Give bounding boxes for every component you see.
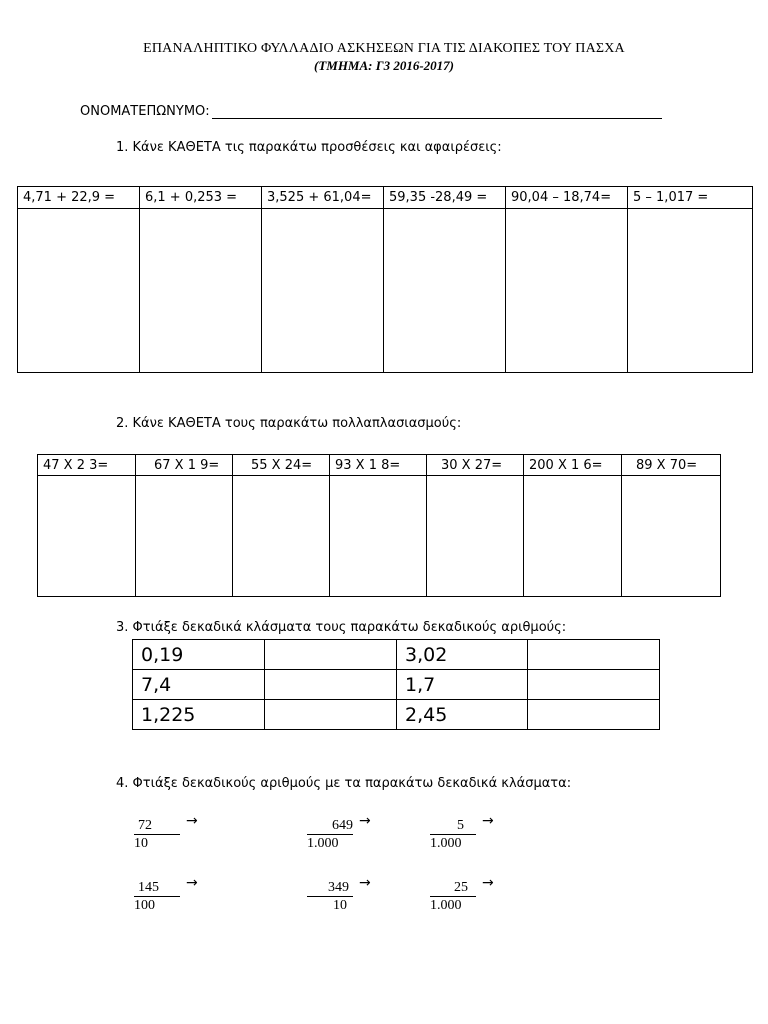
decimal-fraction: [134, 875, 198, 915]
answer-cell[interactable]: [524, 476, 622, 597]
fraction-answer-cell[interactable]: [265, 700, 397, 730]
decimal-number: 1,7: [397, 670, 528, 700]
arrow-right-icon: →: [482, 875, 494, 891]
multiplication-problem: 93 Χ 1 8=: [330, 455, 427, 476]
exercise-2-table: [37, 454, 721, 597]
decimal-number: 0,19: [133, 640, 265, 670]
fraction-numerator: 25: [430, 879, 476, 897]
name-field-row: [80, 104, 662, 119]
fraction-denominator: 100: [134, 898, 155, 913]
decimal-fraction: [430, 875, 494, 915]
name-input-line[interactable]: [212, 104, 662, 119]
addition-problem: 4,71 + 22,9 =: [18, 187, 140, 209]
multiplication-problem: 200 Χ 1 6=: [524, 455, 622, 476]
answer-cell[interactable]: [38, 476, 136, 597]
multiplication-problem: 47 Χ 2 3=: [38, 455, 136, 476]
multiplication-problem: 55 Χ 24=: [233, 455, 330, 476]
fraction-answer-cell[interactable]: [528, 640, 660, 670]
fraction-denominator: 1.000: [307, 836, 339, 851]
subtraction-problem: 59,35 -28,49 =: [384, 187, 506, 209]
fraction-denominator: 10: [134, 836, 148, 851]
fraction-numerator: 145: [134, 879, 180, 897]
fraction-denominator: 10: [333, 898, 347, 913]
answer-cell[interactable]: [427, 476, 524, 597]
arrow-right-icon: →: [482, 813, 494, 829]
decimal-fraction: [307, 875, 371, 915]
decimal-fraction: [307, 813, 371, 853]
decimal-number: 2,45: [397, 700, 528, 730]
answer-cell[interactable]: [622, 476, 721, 597]
answer-cell[interactable]: [136, 476, 233, 597]
fraction-answer-cell[interactable]: [265, 670, 397, 700]
answer-cell[interactable]: [384, 209, 506, 373]
exercise-3-table: [132, 639, 660, 730]
answer-cell[interactable]: [506, 209, 628, 373]
decimal-fraction: [430, 813, 494, 853]
exercise-4-prompt: 4. Φτιάξε δεκαδικούς αριθμούς με τα παρακάτω δεκαδικά κλάσματα:: [116, 776, 572, 791]
fraction-numerator: 72: [134, 817, 180, 835]
arrow-right-icon: →: [186, 875, 198, 891]
answer-cell[interactable]: [262, 209, 384, 373]
decimal-number: 7,4: [133, 670, 265, 700]
fraction-denominator: 1.000: [430, 898, 462, 913]
fraction-answer-cell[interactable]: [265, 640, 397, 670]
decimal-number: 3,02: [397, 640, 528, 670]
fraction-denominator: 1.000: [430, 836, 462, 851]
class-subtitle: (ΤΜΗΜΑ: Γ3 2016-2017): [313, 58, 454, 73]
page-title: ΕΠΑΝΑΛΗΠΤΙΚΟ ΦΥΛΛΑΔΙΟ ΑΣΚΗΣΕΩΝ ΓΙΑ ΤΙΣ ΔΙΑΚΟΠΕΣ ΤΟΥ ΠΑΣΧΑ: [143, 41, 625, 56]
answer-cell[interactable]: [140, 209, 262, 373]
fraction-answer-cell[interactable]: [528, 700, 660, 730]
decimal-fraction: [134, 813, 198, 853]
exercise-2-prompt: 2. Κάνε ΚΑΘΕΤΑ τους παρακάτω πολλαπλασιασμούς:: [116, 416, 462, 431]
subtraction-problem: 90,04 – 18,74=: [506, 187, 628, 209]
answer-cell[interactable]: [628, 209, 753, 373]
addition-problem: 3,525 + 61,04=: [262, 187, 384, 209]
multiplication-problem: 89 Χ 70=: [622, 455, 721, 476]
decimal-number: 1,225: [133, 700, 265, 730]
subtraction-problem: 5 – 1,017 =: [628, 187, 753, 209]
answer-cell[interactable]: [18, 209, 140, 373]
arrow-right-icon: →: [359, 875, 371, 891]
addition-problem: 6,1 + 0,253 =: [140, 187, 262, 209]
fraction-numerator: 349: [307, 879, 353, 897]
multiplication-problem: 30 Χ 27=: [427, 455, 524, 476]
fraction-answer-cell[interactable]: [528, 670, 660, 700]
arrow-right-icon: →: [359, 813, 371, 829]
fraction-numerator: 649: [307, 817, 353, 835]
fraction-numerator: 5: [430, 817, 476, 835]
multiplication-problem: 67 Χ 1 9=: [136, 455, 233, 476]
answer-cell[interactable]: [233, 476, 330, 597]
answer-cell[interactable]: [330, 476, 427, 597]
exercise-3-prompt: 3. Φτιάξε δεκαδικά κλάσματα τους παρακάτω δεκαδικούς αριθμούς:: [116, 620, 567, 635]
arrow-right-icon: →: [186, 813, 198, 829]
exercise-1-prompt: 1. Κάνε ΚΑΘΕΤΑ τις παρακάτω προσθέσεις και αφαιρέσεις:: [116, 140, 502, 155]
exercise-1-table: [17, 186, 753, 373]
name-label: ΟΝΟΜΑΤΕΠΩΝΥΜΟ:: [80, 104, 210, 119]
